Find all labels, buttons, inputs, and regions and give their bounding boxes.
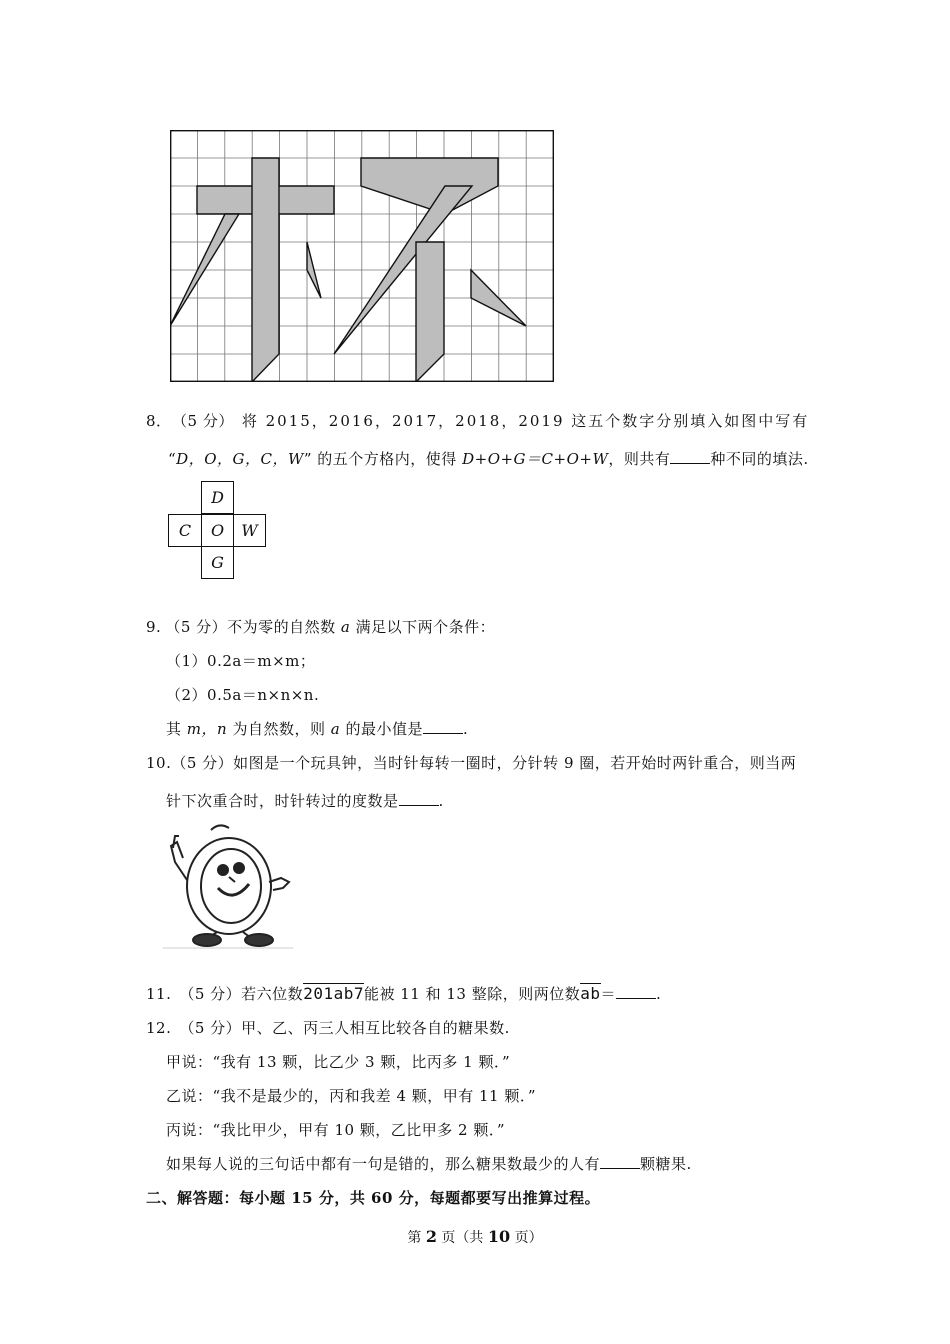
cell-d: D	[201, 481, 234, 514]
clock-nose	[229, 877, 235, 882]
q11-line: 11. （5 分）若六位数201ab7能被 11 和 13 整除，则两位数ab＝ .	[146, 984, 662, 1003]
clock-left-shoe	[193, 934, 221, 946]
char-left-vertical	[252, 158, 279, 382]
q9-answer-blank[interactable]	[423, 719, 463, 734]
q11-six-digit-number: 201ab7	[303, 984, 364, 1003]
cell-c: C	[168, 514, 202, 547]
q9-stem: 9. （5 分）不为零的自然数 a 满足以下两个条件：	[146, 618, 496, 636]
clock-top-knob	[211, 825, 229, 830]
q8-line1: 8． （5 分） 将 2015，2016，2017，2018，2019 这五个数字分别填入如图中写有	[146, 412, 810, 430]
clock-mouth	[218, 884, 249, 895]
clock-body-outer	[187, 838, 271, 934]
toy-clock-illustration	[163, 822, 293, 950]
clock-eye-left	[218, 865, 228, 875]
q11-answer-blank[interactable]	[616, 984, 656, 999]
cell-o: O	[201, 514, 234, 547]
q12-ask: 如果每人说的三句话中都有一句是错的，那么糖果数最少的人有 颗糖果.	[166, 1155, 692, 1173]
clock-eye-right	[234, 863, 244, 873]
q12-answer-blank[interactable]	[600, 1154, 640, 1169]
q12-statement-jia: 甲说：“我有 13 颗，比乙少 3 颗，比丙多 1 颗．”	[166, 1053, 511, 1071]
q8-cross-grid	[168, 481, 268, 581]
clock-body-inner	[201, 849, 261, 923]
q8-line2: “D，O，G，C，W” 的五个方格内，使得 D+O+G＝C+O+W，则共有 种不同的填法.	[168, 450, 809, 468]
q10-line1: 10.（5 分）如图是一个玩具钟，当时针每转一圈时，分针转 9 圈，若开始时两针重合，则当两	[146, 754, 797, 772]
q10-answer-blank[interactable]	[399, 791, 439, 806]
char-right-top	[361, 158, 498, 214]
cell-g: G	[201, 546, 234, 579]
clock-right-shoe	[245, 934, 273, 946]
cell-w: W	[233, 514, 266, 547]
clock-right-arm	[269, 878, 289, 890]
q12-statement-yi: 乙说：“我不是最少的，丙和我差 4 颗，甲有 11 颗．”	[166, 1087, 537, 1105]
q10-line2: 针下次重合时，时针转过的度数是 .	[166, 792, 444, 810]
q8-answer-blank[interactable]	[670, 449, 710, 464]
grid-character-figure	[170, 130, 554, 382]
q9-ask: 其 m，n 为自然数，则 a 的最小值是 .	[166, 720, 469, 738]
char-right-vertical	[416, 242, 444, 382]
q12-stem: 12. （5 分）甲、乙、丙三人相互比较各自的糖果数.	[146, 1019, 510, 1037]
q9-cond2: （2）0.5a＝n×n×n.	[166, 686, 320, 704]
page-footer: 第 2 页（共 10 页）	[407, 1227, 543, 1246]
q11-two-digit-number: ab	[580, 984, 601, 1003]
current-page: 2	[425, 1227, 437, 1246]
total-pages: 10	[487, 1227, 511, 1246]
q12-statement-bing: 丙说：“我比甲少，甲有 10 颗，乙比甲多 2 颗．”	[166, 1121, 506, 1139]
section2-heading: 二、解答题：每小题 15 分，共 60 分，每题都要写出推算过程。	[146, 1189, 601, 1207]
q9-cond1: （1）0.2a＝m×m；	[166, 652, 316, 670]
